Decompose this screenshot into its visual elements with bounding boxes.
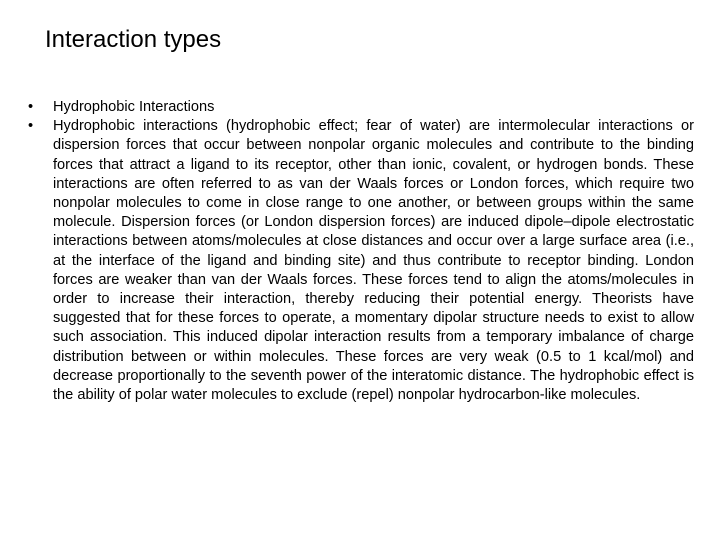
bullet-item-paragraph <box>26 117 694 405</box>
bullet-marker: • <box>28 99 34 115</box>
bullet-item-heading <box>26 98 694 117</box>
bullet-text: Hydrophobic Interactions <box>53 99 215 115</box>
bullet-marker: • <box>28 118 34 135</box>
slide-title: Interaction types <box>45 26 222 53</box>
bullet-list <box>26 98 694 405</box>
bullet-text: Hydrophobic interactions (hydrophobic effect; fear of water) are intermolecular interactions or dispersion forces that occur between nonpolar organic molecules and contribute to the binding forces that attract a ligand to its receptor, other than ionic, covalent, or hydrogen bonds. These interactions are often referred to as van der Waals forces or London forces, which require two nonpolar molecules to come in close range to one another, or between groups within the same molecule. Dispersion forces (or London dispersion forces) are induced dipole–dipole electrostatic interactions between atoms/molecules at close distances and occur over a large surface area (i.e., at the interface of the ligand and binding site) and thus contribute to receptor binding. London forces are weaker than van der Waals forces. These forces tend to align the atoms/molecules in order to increase their interaction, thereby reducing their potential energy. Theorists have suggested that for these forces to operate, a momentary dipolar structure needs to exist to allow such association. This induced dipolar interaction results from a temporary imbalance of charge distribution between or within molecules. These forces are very weak (0.5 to 1 kcal/mol) and decrease proportionally to the seventh power of the interatomic distance. The hydrophobic effect is the ability of polar water molecules to exclude (repel) nonpolar hydrocarbon-like molecules. <box>53 118 694 404</box>
